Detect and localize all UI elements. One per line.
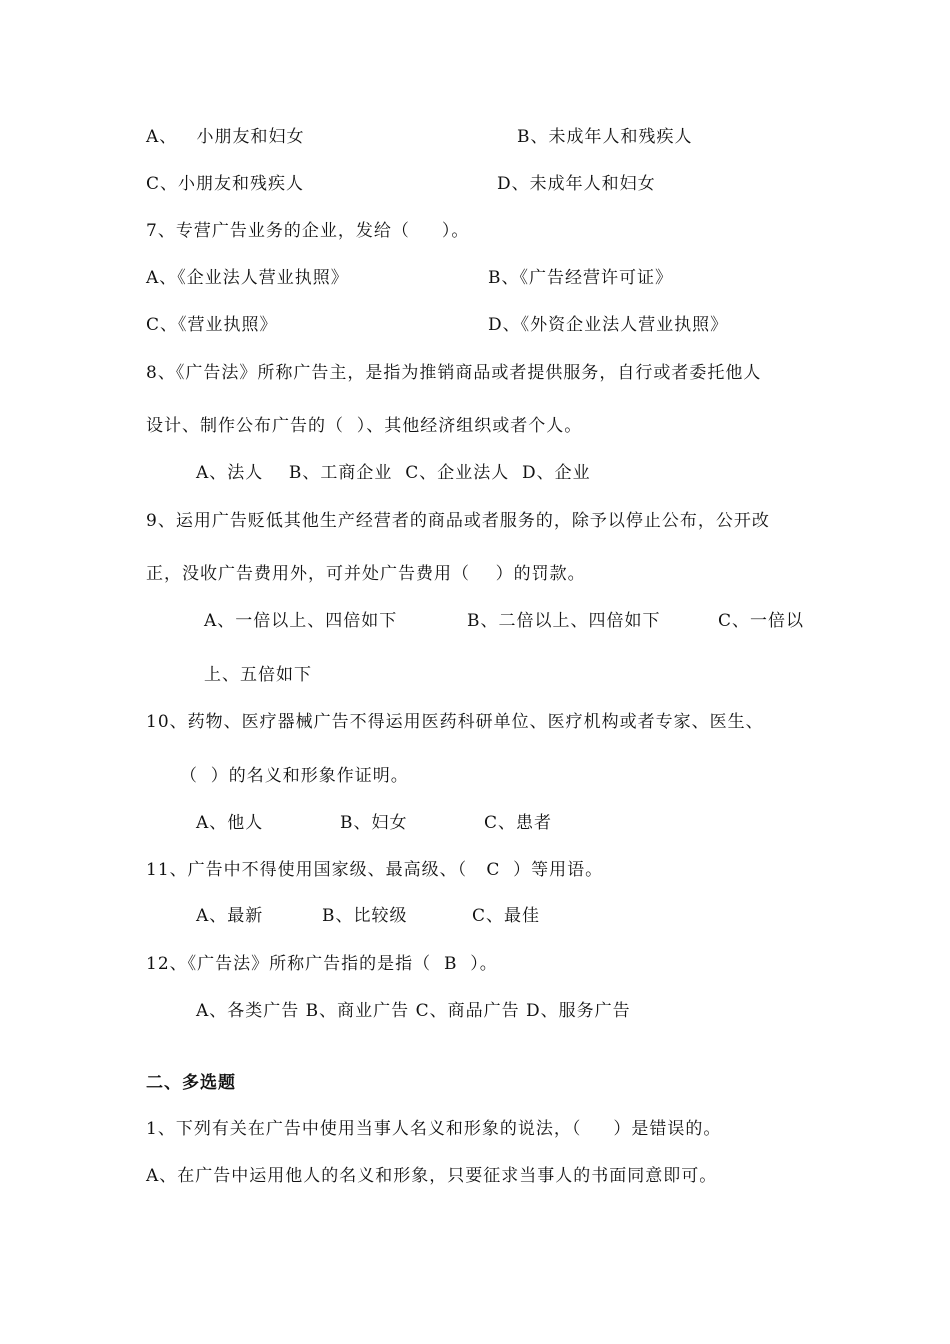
q7-option-c: C、《营业执照》 — [146, 315, 278, 335]
q10-option-b: B、妇女 — [340, 813, 408, 833]
q8-options: A、法人 B、工商企业 C、企业法人 D、企业 — [196, 463, 591, 483]
q6-option-c: C、小朋友和残疾人 — [146, 174, 305, 194]
m1-stem: 1、下列有关在广告中使用当事人名义和形象的说法，（ ）是错误的。 — [146, 1119, 722, 1139]
q7-option-a: A、《企业法人营业执照》 — [146, 268, 349, 288]
q9-option-a: A、一倍以上、四倍如下 — [204, 611, 398, 631]
q10-option-a: A、他人 — [196, 813, 264, 833]
q9-stem-line2: 正，没收广告费用外，可并处广告费用（ ）的罚款。 — [146, 564, 586, 584]
q9-option-c: C、一倍以 — [718, 611, 805, 631]
q6-option-b: B、未成年人和残疾人 — [517, 127, 693, 147]
q10-stem-line2: （ ）的名义和形象作证明。 — [180, 766, 409, 786]
q7-option-b: B、《广告经营许可证》 — [488, 268, 673, 288]
section-title-multiple-choice: 二、多选题 — [146, 1073, 236, 1093]
q11-stem: 11、广告中不得使用国家级、最高级、（ C ）等用语。 — [146, 860, 604, 880]
q7-option-d: D、《外资企业法人营业执照》 — [488, 315, 729, 335]
q10-option-c: C、患者 — [484, 813, 553, 833]
q10-stem-line1: 10、药物、医疗器械广告不得运用医药科研单位、医疗机构或者专家、医生、 — [146, 712, 764, 732]
q11-option-c: C、最佳 — [472, 906, 541, 926]
q9-stem-line1: 9、运用广告贬低其他生产经营者的商品或者服务的，除予以停止公布，公开改 — [146, 511, 770, 531]
q8-stem-line2: 设计、制作公布广告的（ ）、其他经济组织或者个人。 — [146, 416, 583, 436]
q6-option-a: A、 小朋友和妇女 — [146, 127, 305, 147]
m1-option-a: A、在广告中运用他人的名义和形象，只要征求当事人的书面同意即可。 — [146, 1166, 718, 1186]
q6-option-d: D、未成年人和妇女 — [497, 174, 656, 194]
q12-stem: 12、《广告法》所称广告指的是指（ B ）。 — [146, 954, 498, 974]
q11-option-b: B、比较级 — [322, 906, 408, 926]
q8-stem-line1: 8、《广告法》所称广告主，是指为推销商品或者提供服务，自行或者委托他人 — [146, 363, 762, 383]
q9-option-b: B、二倍以上、四倍如下 — [467, 611, 661, 631]
q9-option-c-cont: 上、五倍如下 — [204, 665, 312, 685]
q7-stem: 7、专营广告业务的企业，发给（ ）。 — [146, 221, 470, 241]
q12-options: A、各类广告 B、商业广告 C、商品广告 D、服务广告 — [196, 1001, 631, 1021]
q11-option-a: A、最新 — [196, 906, 264, 926]
